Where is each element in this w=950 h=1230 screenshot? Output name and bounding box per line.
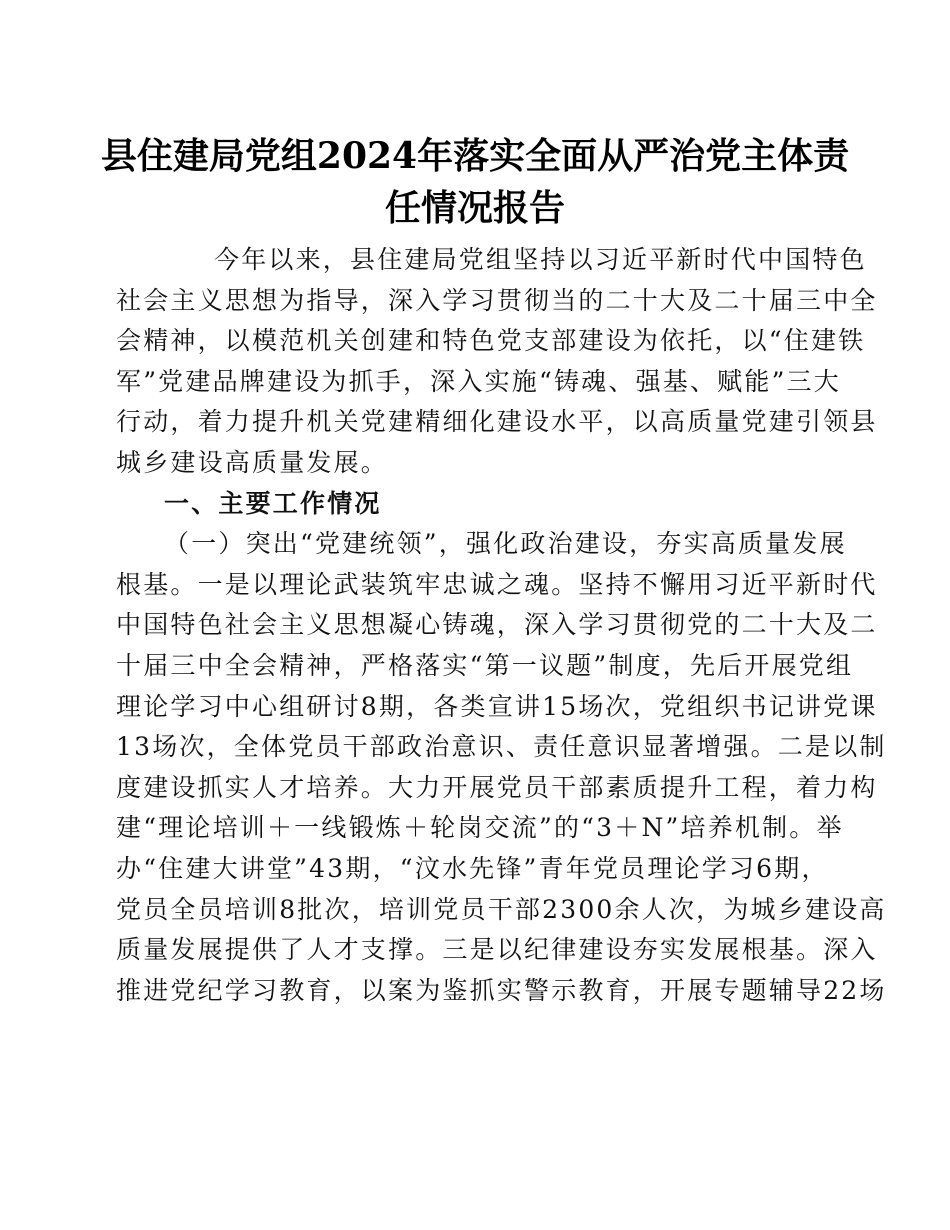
- paragraph-line: 建“理论培训＋一线锻炼＋轮岗交流”的“3＋N”培养机制。举: [116, 813, 844, 843]
- section-paragraph: [116, 524, 887, 1011]
- paragraph-line: 理论学习中心组研讨8期，各类宣讲15场次，党组织书记讲党课: [116, 691, 878, 721]
- paragraph-line: 推进党纪学习教育，以案为鉴抓实警示教育，开展专题辅导22场: [116, 975, 887, 1005]
- title-line-1: 县住建局党组2024年落实全面从严治党主体责: [100, 135, 850, 177]
- paragraph-line: 办“住建大讲堂”43期，“汶水先锋”青年党员理论学习6期，: [116, 853, 829, 883]
- paragraph-line: 城乡建设高质量发展。: [116, 447, 389, 477]
- paragraph-line: 中国特色社会主义思想凝心铸魂，深入学习贯彻党的二十大及二: [116, 610, 878, 640]
- document-title: [100, 130, 850, 234]
- document-body: [116, 240, 887, 1011]
- intro-paragraph: [116, 240, 878, 484]
- paragraph-line: （一）突出“党建统领”，强化政治建设，夯实高质量发展: [164, 529, 847, 559]
- paragraph-line: 会精神，以模范机关创建和特色党支部建设为依托，以“住建铁: [116, 326, 866, 356]
- paragraph-line: 社会主义思想为指导，深入学习贯彻当的二十大及二十届三中全: [116, 285, 878, 315]
- paragraph-line: 党员全员培训8批次，培训党员干部2300余人次，为城乡建设高: [116, 894, 887, 924]
- paragraph-line: 根基。一是以理论武装筑牢忠诚之魂。坚持不懈用习近平新时代: [116, 569, 878, 599]
- paragraph-line: 军”党建品牌建设为抓手，深入实施“铸魂、强基、赋能”三大: [116, 366, 841, 396]
- paragraph-line: 行动，着力提升机关党建精细化建设水平，以高质量党建引领县: [116, 407, 878, 437]
- paragraph-line: 十届三中全会精神，严格落实“第一议题”制度，先后开展党组: [116, 650, 854, 680]
- paragraph-line: 13场次，全体党员干部政治意识、责任意识显著增强。二是以制: [116, 732, 887, 762]
- paragraph-line: 今年以来，县住建局党组坚持以习近平新时代中国特色: [214, 245, 867, 274]
- paragraph-line: 度建设抓实人才培养。大力开展党员干部素质提升工程，着力构: [116, 772, 878, 802]
- paragraph-line: 质量发展提供了人才支撑。三是以纪律建设夯实发展根基。深入: [116, 935, 878, 965]
- title-line-2: 任情况报告: [384, 187, 565, 229]
- section-heading: 一、主要工作情况: [164, 488, 382, 518]
